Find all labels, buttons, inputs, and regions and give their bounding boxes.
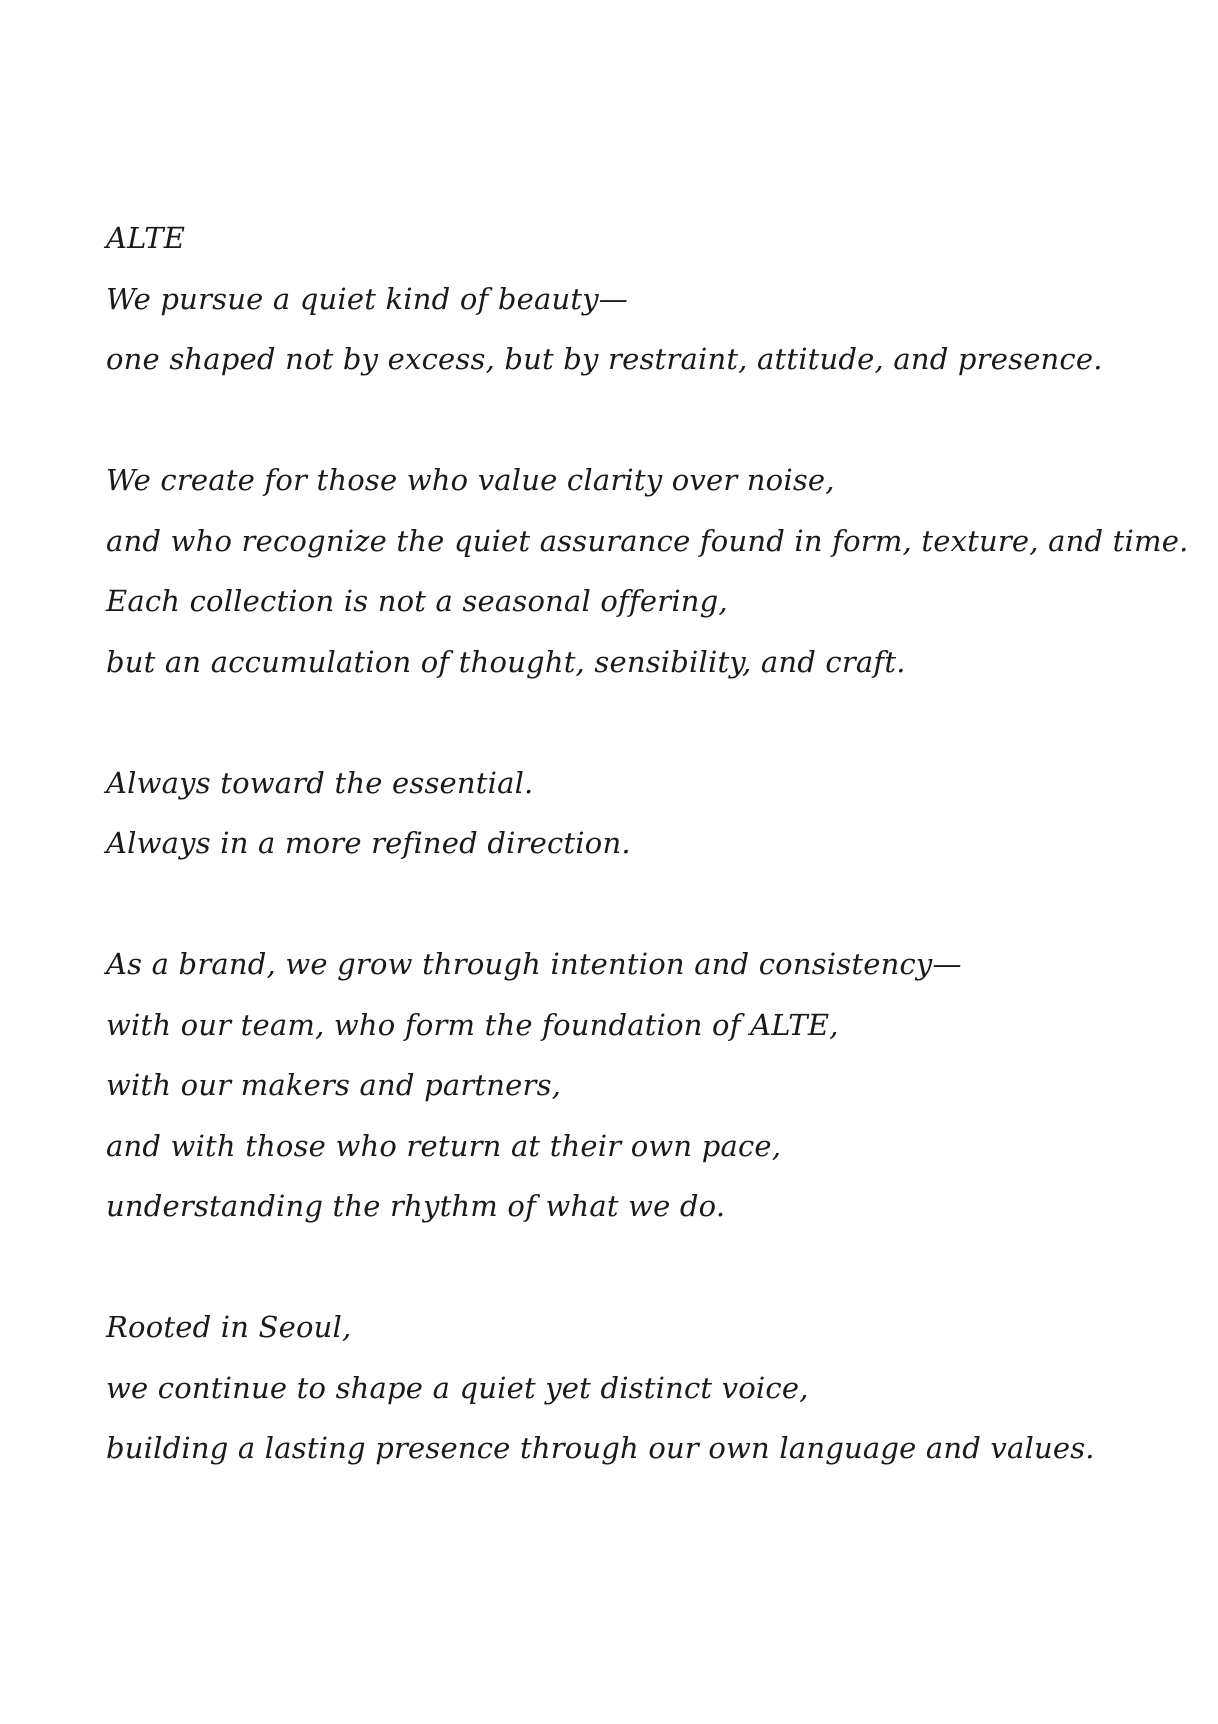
- paragraph-spacer: [106, 390, 1186, 451]
- text-line: Rooted in Seoul,: [106, 1310, 352, 1344]
- text-line: We pursue a quiet kind of beauty—: [106, 281, 628, 316]
- text-line: We create for those who value clarity over noise,: [106, 463, 835, 497]
- text-line: but an accumulation of thought, sensibility, and craft.: [106, 644, 906, 679]
- paragraph-intro: [106, 269, 1186, 390]
- text-line: building a lasting presence through our own language and values.: [106, 1431, 1095, 1465]
- brand-title: ALTE: [106, 221, 186, 255]
- text-line: Always in a more refined direction.: [106, 826, 631, 860]
- paragraph-spacer: [106, 1237, 1186, 1298]
- text-line: with our team, who form the foundation of ALTE,: [106, 1007, 839, 1042]
- text-line: and with those who return at their own pace,: [106, 1128, 782, 1163]
- paragraph-growth: [106, 934, 1186, 1237]
- paragraph-direction: [106, 753, 1186, 874]
- text-line: Each collection is not a seasonal offering,: [106, 584, 728, 618]
- text-line: understanding the rhythm of what we do.: [106, 1189, 726, 1223]
- text-line: with our makers and partners,: [106, 1068, 562, 1102]
- paragraph-audience: [106, 450, 1189, 692]
- text-line: we continue to shape a quiet yet distinct voice,: [106, 1370, 809, 1405]
- brand-statement: [106, 208, 1189, 1479]
- text-line: Always toward the essential.: [106, 765, 534, 800]
- text-line: and who recognize the quiet assurance found in form, texture, and time.: [106, 523, 1189, 558]
- paragraph-origin: [106, 1297, 1186, 1479]
- paragraph-spacer: [106, 874, 1186, 935]
- text-line: As a brand, we grow through intention and consistency—: [106, 947, 962, 981]
- text-line: one shaped not by excess, but by restraint, attitude, and presence.: [106, 342, 1103, 376]
- paragraph-spacer: [106, 692, 1186, 753]
